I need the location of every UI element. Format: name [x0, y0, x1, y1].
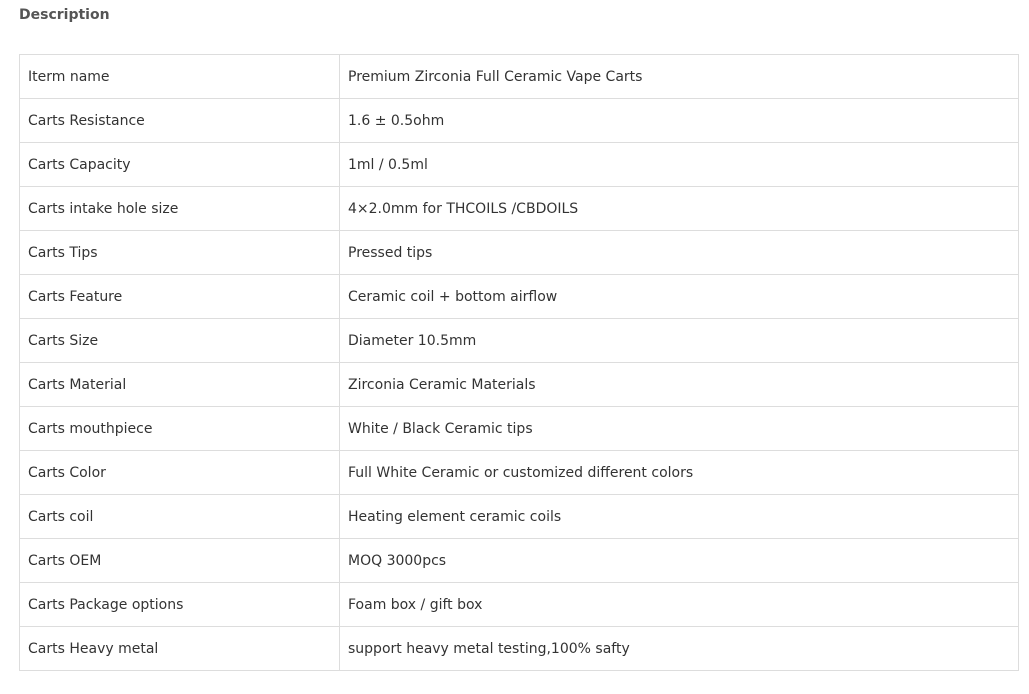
row-value: support heavy metal testing,100% safty — [340, 627, 1019, 671]
row-label: Carts Resistance — [20, 99, 340, 143]
table-row — [20, 319, 1019, 363]
row-label: Carts intake hole size — [20, 187, 340, 231]
row-value: 4×2.0mm for THCOILS /CBDOILS — [340, 187, 1019, 231]
row-value: Premium Zirconia Full Ceramic Vape Carts — [340, 55, 1019, 99]
row-value: MOQ 3000pcs — [340, 539, 1019, 583]
table-row — [20, 495, 1019, 539]
row-label: Carts Heavy metal — [20, 627, 340, 671]
spec-table — [19, 54, 1019, 671]
table-row — [20, 539, 1019, 583]
table-row — [20, 231, 1019, 275]
row-label: Carts Color — [20, 451, 340, 495]
row-label: Carts mouthpiece — [20, 407, 340, 451]
row-value: Full White Ceramic or customized different colors — [340, 451, 1019, 495]
row-value: Heating element ceramic coils — [340, 495, 1019, 539]
table-row — [20, 55, 1019, 99]
row-label: Carts coil — [20, 495, 340, 539]
row-label: Carts Material — [20, 363, 340, 407]
row-value: Zirconia Ceramic Materials — [340, 363, 1019, 407]
row-value: Ceramic coil + bottom airflow — [340, 275, 1019, 319]
table-row — [20, 275, 1019, 319]
row-value: White / Black Ceramic tips — [340, 407, 1019, 451]
table-row — [20, 407, 1019, 451]
row-value: Pressed tips — [340, 231, 1019, 275]
table-row — [20, 187, 1019, 231]
row-label: Carts Tips — [20, 231, 340, 275]
row-value: Foam box / gift box — [340, 583, 1019, 627]
row-label: Carts Feature — [20, 275, 340, 319]
table-row — [20, 627, 1019, 671]
section-title: Description — [19, 7, 110, 23]
table-row — [20, 363, 1019, 407]
row-value: 1.6 ± 0.5ohm — [340, 99, 1019, 143]
row-value: Diameter 10.5mm — [340, 319, 1019, 363]
row-label: Carts OEM — [20, 539, 340, 583]
table-row — [20, 143, 1019, 187]
row-label: Carts Size — [20, 319, 340, 363]
table-row — [20, 451, 1019, 495]
row-label: Carts Package options — [20, 583, 340, 627]
row-value: 1ml / 0.5ml — [340, 143, 1019, 187]
table-row — [20, 99, 1019, 143]
table-row — [20, 583, 1019, 627]
row-label: Iterm name — [20, 55, 340, 99]
row-label: Carts Capacity — [20, 143, 340, 187]
